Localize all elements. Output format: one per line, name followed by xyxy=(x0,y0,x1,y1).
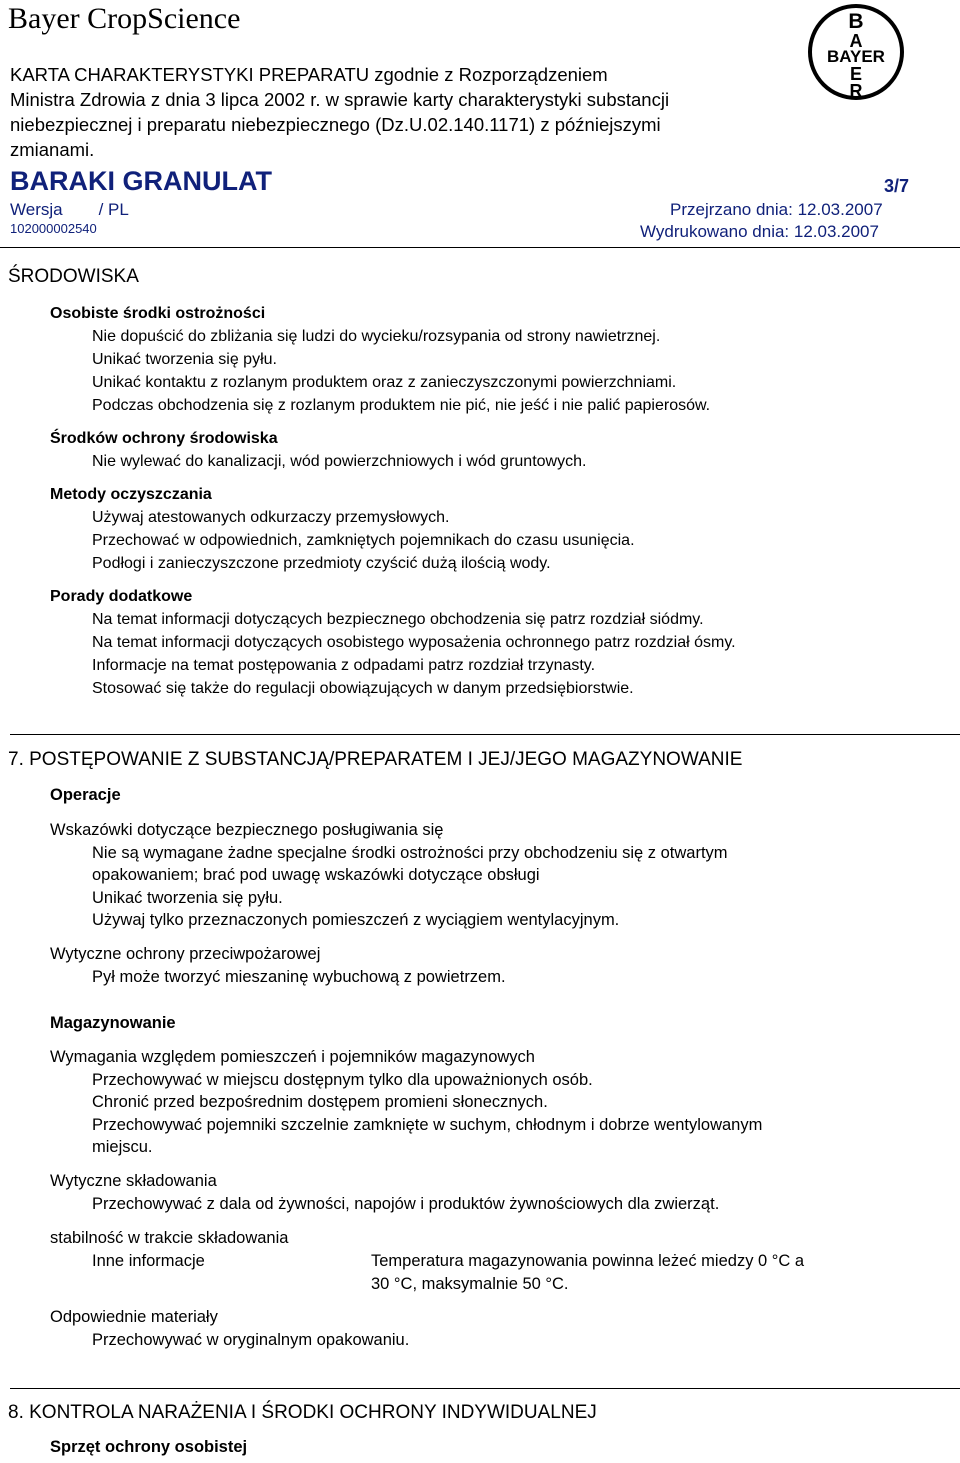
text-line: Przechowywać w oryginalnym opakowaniu. xyxy=(92,1331,410,1349)
heading-operations: Operacje xyxy=(50,786,121,804)
version-label: Wersja xyxy=(10,200,63,219)
logo-letter-r: R xyxy=(849,81,863,101)
logo-letter-a: A xyxy=(849,31,863,51)
text-line: Unikać tworzenia się pyłu. xyxy=(92,889,283,907)
text-line: Unikać tworzenia się pyłu. xyxy=(92,351,277,368)
version-line xyxy=(10,200,129,220)
header-divider xyxy=(0,247,960,248)
text-line: Podłogi i zanieczyszczone przedmioty czyścić dużą ilością wody. xyxy=(92,555,551,572)
section-8-title: 8. KONTROLA NARAŻENIA I ŚRODKI OCHRONY INDYWIDUALNEJ xyxy=(8,1402,597,1423)
text-line: Na temat informacji dotyczących bezpiecznego obchodzenia się patrz rozdział siódmy. xyxy=(92,611,704,628)
logo-letter-e: E xyxy=(849,64,863,84)
text-line: Chronić przed bezpośrednim dostępem promieni słonecznych. xyxy=(92,1093,548,1111)
label-storage-guidelines: Wytyczne składowania xyxy=(50,1172,217,1190)
text-line: Informacje na temat postępowania z odpadami patrz rozdział trzynasty. xyxy=(92,657,596,674)
text-line: Przechowywać z dala od żywności, napojów i produktów żywnościowych dla zwierząt. xyxy=(92,1195,720,1213)
product-name: BARAKI GRANULAT xyxy=(10,166,272,196)
document-number: 102000002540 xyxy=(10,221,97,236)
label-suitable-materials: Odpowiednie materiały xyxy=(50,1308,218,1326)
section-title-environment: ŚRODOWISKA xyxy=(8,266,139,287)
text-line: Nie dopuścić do zbliżania się ludzi do wycieku/rozsypania od strony nawietrznej. xyxy=(92,328,661,345)
text-line: Stosować się także do regulacji obowiązujących w danym przedsiębiorstwie. xyxy=(92,680,634,697)
text-line: Pył może tworzyć mieszaninę wybuchową z powietrzem. xyxy=(92,968,506,986)
label-storage-stability: stabilność w trakcie składowania xyxy=(50,1229,289,1247)
heading-cleanup-methods: Metody oczyszczania xyxy=(50,486,212,503)
sds-title-line-4: zmianami. xyxy=(10,139,95,160)
logo-word-bayer: BAYER xyxy=(827,47,885,66)
heading-additional-advice: Porady dodatkowe xyxy=(50,588,193,605)
text-line: Przechowywać pojemniki szczelnie zamknięte w suchym, chłodnym i dobrze wentylowanym xyxy=(92,1116,763,1134)
label-other-information: Inne informacje xyxy=(92,1252,205,1270)
text-line: miejscu. xyxy=(92,1138,153,1156)
text-line: Używaj tylko przeznaczonych pomieszczeń z wyciągiem wentylacyjnym. xyxy=(92,911,620,929)
text-line: Temperatura magazynowania powinna leżeć miedzy 0 °C a xyxy=(371,1252,805,1270)
company-name: Bayer CropScience xyxy=(8,2,241,35)
version-language: / PL xyxy=(98,200,129,219)
revision-date: Przejrzano dnia: 12.03.2007 xyxy=(670,200,883,219)
print-date: Wydrukowano dnia: 12.03.2007 xyxy=(640,222,879,241)
heading-personal-protective-equipment: Sprzęt ochrony osobistej xyxy=(50,1438,248,1456)
sds-title-line-1: KARTA CHARAKTERYSTYKI PREPARATU zgodnie z Rozporządzeniem xyxy=(10,64,608,85)
text-line: Nie wylewać do kanalizacji, wód powierzchniowych i wód gruntowych. xyxy=(92,453,587,470)
text-line: Unikać kontaktu z rozlanym produktem oraz z zanieczyszczonymi powierzchniami. xyxy=(92,374,677,391)
text-line: 30 °C, maksymalnie 50 °C. xyxy=(371,1275,569,1293)
section-7-title: 7. POSTĘPOWANIE Z SUBSTANCJĄ/PREPARATEM I JEJ/JEGO MAGAZYNOWANIE xyxy=(8,749,743,770)
sds-title-line-2: Ministra Zdrowia z dnia 3 lipca 2002 r. w sprawie karty charakterystyki substancji xyxy=(10,89,670,110)
heading-storage: Magazynowanie xyxy=(50,1014,176,1032)
text-line: Na temat informacji dotyczących osobistego wyposażenia ochronnego patrz rozdział ósmy. xyxy=(92,634,736,651)
text-line: Używaj atestowanych odkurzaczy przemysłowych. xyxy=(92,509,450,526)
text-line: Przechować w odpowiednich, zamkniętych pojemnikach do czasu usunięcia. xyxy=(92,532,635,549)
label-fire-protection: Wytyczne ochrony przeciwpożarowej xyxy=(50,945,321,963)
text-line: Przechowywać w miejscu dostępnym tylko dla upoważnionych osób. xyxy=(92,1071,593,1089)
text-line: Podczas obchodzenia się z rozlanym produktem nie pić, nie jeść i nie palić papierosów. xyxy=(92,397,711,414)
section-7-divider xyxy=(10,734,960,735)
label-storage-requirements: Wymagania względem pomieszczeń i pojemników magazynowych xyxy=(50,1048,535,1066)
page-number: 3/7 xyxy=(884,176,910,196)
bayer-cross-logo xyxy=(806,2,906,102)
logo-letter-b: B xyxy=(848,10,864,33)
section-8-divider xyxy=(10,1388,960,1389)
text-line: Nie są wymagane żadne specjalne środki ostrożności przy obchodzeniu się z otwartym xyxy=(92,844,728,862)
heading-personal-precautions: Osobiste środki ostrożności xyxy=(50,305,266,322)
heading-environmental-precautions: Środków ochrony środowiska xyxy=(50,430,278,447)
label-safe-handling: Wskazówki dotyczące bezpiecznego posługiwania się xyxy=(50,821,444,839)
sds-title-line-3: niebezpiecznej i preparatu niebezpiecznego (Dz.U.02.140.1171) z późniejszymi xyxy=(10,114,661,135)
text-line: opakowaniem; brać pod uwagę wskazówki dotyczące obsługi xyxy=(92,866,540,884)
